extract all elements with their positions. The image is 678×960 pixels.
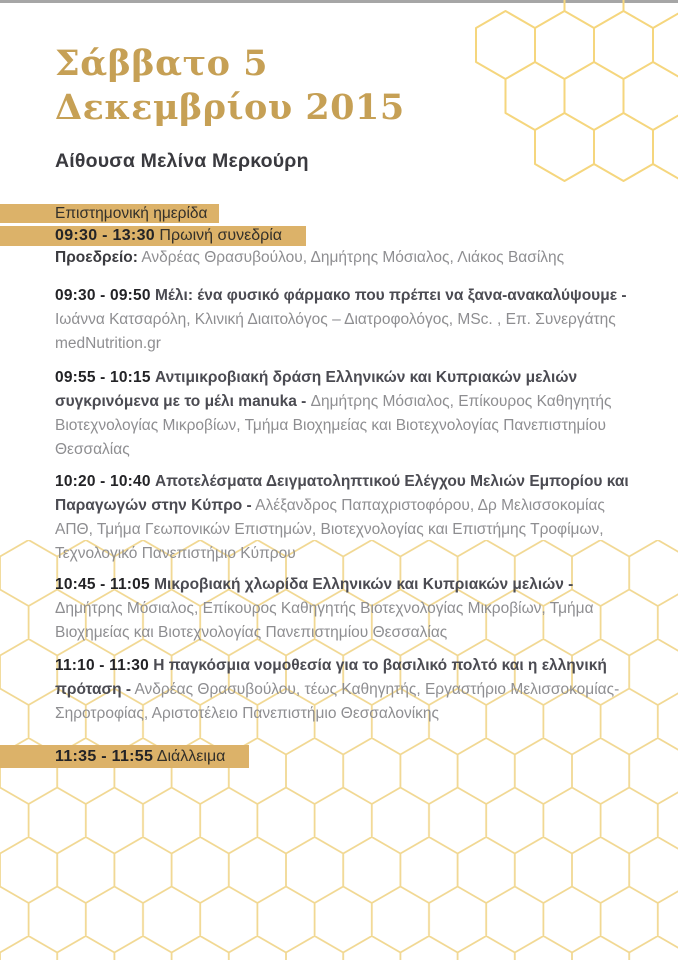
session-speakers: Δημήτρης Μόσιαλος, Επίκουρος Καθηγητής Βιοτεχνολογίας Μικροβίων, Τμήμα Βιοχημείας και Βιοτεχνολογίας Πανεπιστημίου Θεσσαλίας bbox=[55, 600, 594, 641]
session-item-4 bbox=[55, 573, 643, 645]
session-title: Αποτελέσματα Δειγματοληπτικού Ελέγχου Μελιών Εμπορίου και Παραγωγών στην Κύπρο - bbox=[55, 473, 629, 514]
session-time: 10:20 - 10:40 bbox=[55, 473, 151, 490]
session-time: 10:45 - 11:05 bbox=[55, 576, 150, 593]
session-time: 11:10 - 11:30 bbox=[55, 657, 149, 674]
session-title: Μικροβιακή χλωρίδα Ελληνικών και Κυπριακών μελιών - bbox=[154, 576, 574, 593]
event-type-banner bbox=[0, 204, 219, 223]
session-item-2 bbox=[55, 366, 643, 462]
session-time: 09:55 - 10:15 bbox=[55, 369, 151, 386]
chairs-names: Ανδρέας Θρασυβούλου, Δημήτρης Μόσιαλος, Λιάκος Βασίλης bbox=[141, 249, 565, 266]
date-line-2: Δεκεμβρίου 2015 bbox=[55, 87, 405, 128]
session-item-1 bbox=[55, 284, 643, 356]
session-title: Μέλι: ένα φυσικό φάρμακο που πρέπει να ξανα-ανακαλύψουμε - bbox=[154, 287, 627, 304]
break-label: Διάλλειμα bbox=[156, 748, 226, 765]
page-title bbox=[55, 42, 405, 130]
break-time: 11:35 - 11:55 bbox=[55, 748, 154, 765]
session-title: Αντιμικροβιακή δράση Ελληνικών και Κυπριακών μελιών συγκρινόμενα με το μέλι manuka - bbox=[55, 369, 578, 410]
break-banner bbox=[0, 745, 249, 768]
date-line-1: Σάββατο 5 bbox=[55, 43, 269, 84]
session-speakers: Δημήτρης Μόσιαλος, Επίκουρος Καθηγητής Βιοτεχνολογίας Μικροβίων, Τμήμα Βιοχημείας και Βιοτεχνολογίας Πανεπιστημίου Θεσσαλίας bbox=[55, 393, 612, 458]
session-title: Η παγκόσμια νομοθεσία για το βασιλικό πολτό και η ελληνική πρόταση - bbox=[55, 657, 607, 698]
session-item-3 bbox=[55, 470, 643, 566]
session-speakers: Αλέξανδρος Παπαχριστοφόρου, Δρ Μελισσοκομίας ΑΠΘ, Τμήμα Γεωπονικών Επιστημών, Βιοτεχνολογίας και Επιστήμης Τροφίμων, Τεχνολογικό Πανεπιστήμιο Κύπρου bbox=[55, 497, 605, 562]
session-time: 09:30 - 09:50 bbox=[55, 287, 151, 304]
chairs-label: Προεδρείο: bbox=[55, 249, 138, 266]
morning-session-label: Πρωινή συνεδρία bbox=[159, 227, 283, 244]
room-title: Αίθουσα Μελίνα Μερκούρη bbox=[55, 150, 309, 172]
chairs-line bbox=[55, 246, 643, 270]
session-speakers: Ανδρέας Θρασυβούλου, τέως Καθηγητής, Εργαστήριο Μελισσοκομίας-Σηροτροφίας, Αριστοτέλειο Πανεπιστήμιο Θεσσαλονίκης bbox=[55, 681, 620, 722]
morning-session-banner bbox=[0, 226, 306, 246]
session-item-5 bbox=[55, 654, 643, 726]
event-type-label: Επιστημονική ημερίδα bbox=[55, 205, 208, 222]
morning-session-time: 09:30 - 13:30 bbox=[55, 227, 155, 244]
session-speakers: Ιωάννα Κατσαρόλη, Κλινική Διαιτολόγος – Διατροφολόγος, MSc. , Επ. Συνεργάτης medNutrition.gr bbox=[55, 311, 616, 352]
